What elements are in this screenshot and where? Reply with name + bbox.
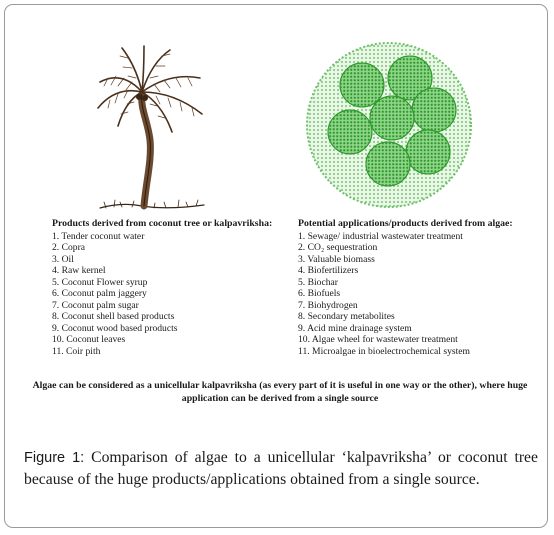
- figure-caption-text: Comparison of algae to a unicellular ‘kalpavriksha’ or coconut tree because of the huge products/applications obtained from a single source.: [24, 448, 538, 488]
- list-item: 7. Coconut palm sugar: [52, 299, 139, 311]
- algae-applications-heading: Potential applications/products derived from algae:: [298, 218, 513, 229]
- figure-caption: [24, 447, 538, 490]
- coconut-tree-illustration: [92, 42, 212, 214]
- list-item: 9. Acid mine drainage system: [298, 322, 412, 334]
- list-item: 3. Valuable biomass: [298, 253, 375, 265]
- summary-statement: Algae can be considered as a unicellular kalpavriksha (as every part of it is useful in one way or the other), where huge application can be derived from a single source: [32, 380, 528, 404]
- list-item: 8. Coconut shell based products: [52, 311, 175, 323]
- list-item: 6. Coconut palm jaggery: [52, 288, 147, 300]
- list-item: 2. Copra: [52, 242, 86, 254]
- list-item: 11. Microalgae in bioelectrochemical system: [298, 346, 471, 358]
- list-item: 3. Oil: [52, 253, 74, 265]
- algae-applications-list: [298, 218, 530, 358]
- list-item: 8. Secondary metabolites: [298, 311, 395, 323]
- list-item: 7. Biohydrogen: [298, 299, 358, 311]
- list-item: 11. Coir pith: [52, 346, 101, 358]
- list-item: 10. Algae wheel for wastewater treatment: [298, 334, 458, 346]
- list-item: 1. Sewage/ industrial wastewater treatment: [298, 230, 463, 242]
- list-item: 10. Coconut leaves: [52, 334, 126, 346]
- figure-label: Figure 1:: [24, 449, 85, 466]
- list-item: 6. Biofuels: [298, 288, 341, 300]
- list-item: 5. Coconut Flower syrup: [52, 276, 148, 288]
- list-item: 2. CO₂ sequestration: [298, 242, 378, 254]
- coconut-products-list: [52, 218, 284, 358]
- coconut-products-heading: Products derived from coconut tree or kalpavriksha:: [52, 218, 273, 229]
- list-item: 4. Raw kernel: [52, 265, 106, 277]
- algae-colony-illustration: [304, 40, 474, 210]
- list-item: 1. Tender coconut water: [52, 230, 145, 242]
- list-item: 5. Biochar: [298, 276, 338, 288]
- list-item: 9. Coconut wood based products: [52, 322, 178, 334]
- list-item: 4. Biofertilizers: [298, 265, 359, 277]
